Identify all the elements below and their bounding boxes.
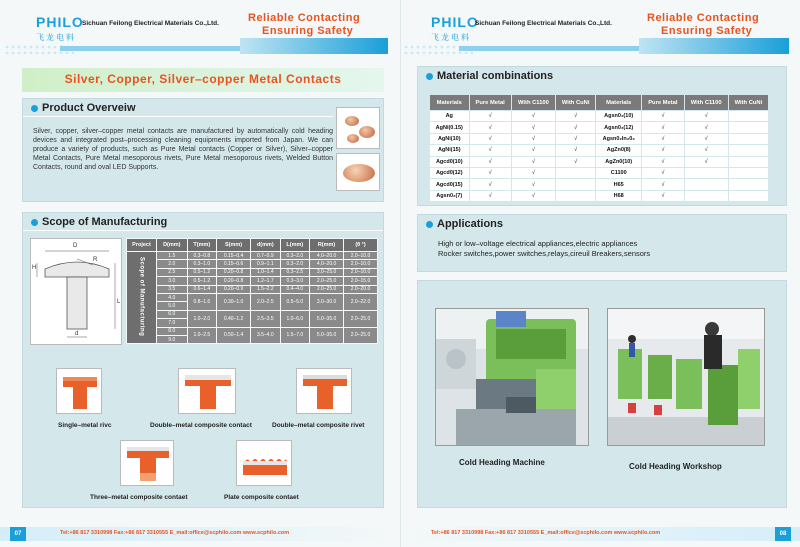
cold-heading-workshop-photo <box>607 308 765 446</box>
tagline-ensuring: Ensuring Safety <box>661 25 753 37</box>
spec-table-header-row <box>127 239 378 252</box>
logo-chinese: 飞龙电料 <box>431 33 471 42</box>
material-check-cell: √ <box>469 190 511 201</box>
scope-spec-table <box>126 238 378 344</box>
mat-header-cell: Pure Metal <box>642 95 684 111</box>
materials-table-row <box>430 133 769 144</box>
header-bar-thin <box>459 46 639 51</box>
spec-cell: 0.7–0.9 <box>251 252 281 260</box>
materials-table-row <box>430 122 769 133</box>
material-name-cell: H65 <box>596 179 642 190</box>
tagline-reliable: Reliable Contacting <box>647 12 760 24</box>
material-name-cell: H68 <box>596 190 642 201</box>
rivet-icon <box>345 116 359 126</box>
mat-header-cell: Pure Metal <box>469 95 511 111</box>
material-check-cell <box>728 111 768 122</box>
spec-header-cell: T(mm) <box>187 239 217 252</box>
spec-cell: 1.5–2.2 <box>251 285 281 293</box>
spec-cell: 0.9–1.1 <box>251 260 281 268</box>
applications-line-1: High or low–voltage electrical appliances,electric appliances <box>438 239 638 248</box>
spec-cell: 4.0–20.0 <box>310 260 344 268</box>
material-check-cell: √ <box>469 111 511 122</box>
heading-divider <box>23 116 333 117</box>
material-name-cell: C1100 <box>596 167 642 178</box>
philo-logo: PHILO <box>36 14 84 30</box>
heading-divider <box>23 230 383 231</box>
spec-cell: 0.8–1.6 <box>187 293 217 310</box>
material-check-cell: √ <box>511 190 555 201</box>
material-check-cell <box>556 167 596 178</box>
spec-header-cell: S(mm) <box>217 239 251 252</box>
material-name-cell: Agcd0(10) <box>430 156 470 167</box>
spec-cell: 0.5–1.2 <box>187 268 217 276</box>
rivet-drawing-svg <box>31 239 123 346</box>
spec-cell: 3.0–25.0 <box>310 268 344 276</box>
right-page <box>400 0 800 547</box>
material-check-cell: √ <box>556 145 596 156</box>
material-check-cell: √ <box>684 133 728 144</box>
mat-header-cell: With CuNi <box>728 95 768 111</box>
page-number: 08 <box>775 527 791 541</box>
material-check-cell: √ <box>642 122 684 133</box>
spec-cell: 0.3–1.0 <box>187 260 217 268</box>
spec-header-cell: R(mm) <box>310 239 344 252</box>
materials-table-row <box>430 167 769 178</box>
rivet-technical-drawing <box>30 238 122 345</box>
spec-table-row <box>127 260 378 268</box>
material-check-cell <box>728 145 768 156</box>
spec-cell: 3.0–30.0 <box>310 293 344 310</box>
page-header <box>401 8 800 56</box>
spec-cell: 0.30–1.0 <box>217 293 251 310</box>
material-check-cell: √ <box>469 167 511 178</box>
material-check-cell <box>684 167 728 178</box>
type-caption-3: Double–metal composite rivet <box>272 422 365 429</box>
scope-vertical-label <box>127 252 157 344</box>
material-check-cell: √ <box>684 156 728 167</box>
type-caption-5: Plate composite contaet <box>224 494 299 501</box>
spec-cell: 2.0–22.0 <box>344 293 378 310</box>
spec-cell: 3.5–4.0 <box>251 327 281 344</box>
materials-table <box>429 94 769 202</box>
header-bar-thin <box>60 46 240 51</box>
material-name-cell: AgNi(15) <box>430 145 470 156</box>
materials-heading <box>426 70 553 82</box>
material-check-cell: √ <box>511 167 555 178</box>
spec-table-row <box>127 327 378 335</box>
rivet-photo-1 <box>336 107 380 149</box>
spec-cell: 2.0–10.0 <box>344 260 378 268</box>
type-caption-4: Three–metal composite contaet <box>90 494 188 501</box>
spec-cell: 0.3–0.8 <box>187 252 217 260</box>
section-title-band <box>22 68 384 92</box>
spec-cell-diameter: 2.0 <box>157 260 188 268</box>
material-check-cell: √ <box>642 167 684 178</box>
materials-table-row <box>430 111 769 122</box>
material-check-cell <box>556 179 596 190</box>
spec-cell: 0.3–2.0 <box>280 252 310 260</box>
overview-text: Silver, copper, silver–copper metal contacts are manufactured by automatically cold heading devices and integrated post–processing cleaning equipments imported from Japan. We can produce a variety of products, such as Pure Metal contacts (Copper or Silver), Silver–copper Metal Contacts, Pure Metal mesoporous rivets, Pure Metal mesoporous rivets, Welded Button Contacts, round and oval LED Supports. <box>33 128 333 171</box>
rivet-photo-2 <box>336 153 380 191</box>
spec-cell: 1.0–2.5 <box>187 327 217 344</box>
mat-header-cell: Materials <box>596 95 642 111</box>
material-check-cell: √ <box>511 122 555 133</box>
product-overview-panel <box>22 98 384 202</box>
spec-cell: 0.3–2.5 <box>280 268 310 276</box>
scope-vertical-label-text: Scope of Manufacturing <box>138 256 145 337</box>
materials-table-row <box>430 156 769 167</box>
dim-label-d-lower: d <box>75 331 79 337</box>
material-check-cell: √ <box>556 156 596 167</box>
logo-chinese: 飞龙电料 <box>36 33 76 42</box>
double-metal-rivet-icon <box>296 368 352 414</box>
applications-line-2: Rocker switches,power switches,relays,cireuil Breakers,sensors <box>438 249 651 258</box>
page-footer <box>401 527 800 541</box>
spec-cell: 5.0–35.0 <box>310 327 344 344</box>
spec-cell-diameter: 9.0 <box>157 335 188 343</box>
company-name: Sichuan Feilong Electrical Materials Co.,Ltd. <box>82 20 219 27</box>
spec-cell: 0.20–0.8 <box>217 268 251 276</box>
material-check-cell <box>728 122 768 133</box>
spec-table-row <box>127 293 378 301</box>
spec-cell-diameter: 6.0 <box>157 310 188 318</box>
materials-heading-text: Material combinations <box>437 70 554 82</box>
spec-cell: 2.0–25.0 <box>344 327 378 344</box>
spec-cell: 0.50–1.4 <box>217 327 251 344</box>
spec-cell-diameter: 4.0 <box>157 293 188 301</box>
spec-cell-diameter: 3.5 <box>157 285 188 293</box>
dim-label-r: R <box>93 257 98 263</box>
spec-cell: 0.6–1.4 <box>187 285 217 293</box>
photo-caption-workshop: Cold Heading Workshop <box>629 462 722 471</box>
spec-table-row <box>127 310 378 318</box>
material-check-cell: √ <box>469 179 511 190</box>
material-name-cell: AgZn0(10) <box>596 156 642 167</box>
tagline-reliable: Reliable Contacting <box>248 12 361 24</box>
spec-cell: 2.5–3.5 <box>251 310 281 327</box>
spec-cell: 2.0–25.0 <box>310 285 344 293</box>
applications-heading <box>426 218 503 230</box>
spec-cell-diameter: 2.5 <box>157 268 188 276</box>
spec-cell: 0.20–0.9 <box>217 285 251 293</box>
scope-heading-text: Scope of Manufacturing <box>42 216 168 228</box>
bullet-icon <box>31 219 38 226</box>
mat-header-cell: Materials <box>430 95 470 111</box>
spec-cell: 2.0–10.0 <box>344 268 378 276</box>
spec-cell: 0.20–0.8 <box>217 277 251 285</box>
material-name-cell: Agsn0₂(10) <box>596 111 642 122</box>
applications-text <box>438 239 650 259</box>
spec-header-cell: D(mm) <box>157 239 188 252</box>
material-check-cell <box>728 179 768 190</box>
spec-cell: 0.15–0.6 <box>217 260 251 268</box>
page-title: Silver, Copper, Silver–copper Metal Contacts <box>64 72 342 86</box>
material-name-cell: Agsn0₂In₂0₃ <box>596 133 642 144</box>
company-name: Sichuan Feilong Electrical Materials Co.,Ltd. <box>475 20 612 27</box>
material-check-cell: √ <box>684 111 728 122</box>
spec-header-cell: d(mm) <box>251 239 281 252</box>
spec-cell-diameter: 1.5 <box>157 252 188 260</box>
bullet-icon <box>426 73 433 80</box>
header-bar <box>240 38 388 54</box>
material-check-cell: √ <box>642 111 684 122</box>
machine-illustration <box>436 309 589 446</box>
material-check-cell: √ <box>556 122 596 133</box>
workshop-illustration <box>608 309 765 446</box>
spec-table-row <box>127 277 378 285</box>
material-name-cell: Agcd0(15) <box>430 179 470 190</box>
material-name-cell: Agcd0(12) <box>430 167 470 178</box>
applications-heading-text: Applications <box>437 218 504 230</box>
material-check-cell: √ <box>469 156 511 167</box>
material-name-cell: Agsn0₂(7) <box>430 190 470 201</box>
dim-label-h: H <box>32 265 37 271</box>
spec-cell: 0.5–1.2 <box>187 277 217 285</box>
spec-cell-diameter: 5.0 <box>157 302 188 310</box>
single-metal-rivet-icon <box>56 368 102 414</box>
spec-table-row <box>127 268 378 276</box>
spec-cell: 2.0–20.0 <box>344 285 378 293</box>
page-footer <box>0 527 400 541</box>
spec-cell-diameter: 3.0 <box>157 277 188 285</box>
cold-heading-machine-photo <box>435 308 589 446</box>
spec-cell: 4.0–20.0 <box>310 252 344 260</box>
overview-heading <box>31 102 136 114</box>
material-check-cell <box>728 133 768 144</box>
rivet-icon <box>359 126 375 138</box>
spec-cell: 1.0–6.0 <box>280 310 310 327</box>
applications-panel <box>417 214 787 272</box>
material-check-cell: √ <box>511 179 555 190</box>
materials-table-row <box>430 190 769 201</box>
photo-caption-machine: Cold Heading Machine <box>459 458 545 467</box>
philo-logo: PHILO <box>431 14 479 30</box>
spec-cell: 0.4–4.0 <box>280 285 310 293</box>
spec-cell: 0.5–5.0 <box>280 293 310 310</box>
materials-table-row <box>430 179 769 190</box>
spec-cell: 2.0–2.5 <box>251 293 281 310</box>
material-check-cell <box>728 156 768 167</box>
double-metal-contact-icon <box>178 368 236 414</box>
spec-cell: 0.15–0.4 <box>217 252 251 260</box>
material-check-cell: √ <box>511 156 555 167</box>
material-name-cell: AgZn0(8) <box>596 145 642 156</box>
spec-cell: 1.0–2.0 <box>187 310 217 327</box>
type-caption-1: Single–metal rivc <box>58 422 112 429</box>
spec-cell: 2.0–25.0 <box>344 310 378 327</box>
tagline-ensuring: Ensuring Safety <box>262 25 354 37</box>
material-check-cell: √ <box>556 111 596 122</box>
spec-cell: 0.3–3.0 <box>280 277 310 285</box>
material-check-cell <box>728 190 768 201</box>
material-check-cell <box>684 179 728 190</box>
spec-header-cell: L(mm) <box>280 239 310 252</box>
materials-table-row <box>430 145 769 156</box>
spec-table-row <box>127 252 378 260</box>
spec-cell: 1.5–7.0 <box>280 327 310 344</box>
spec-cell: 1.0–1.4 <box>251 268 281 276</box>
material-check-cell: √ <box>469 122 511 133</box>
three-metal-contact-icon <box>120 440 174 486</box>
material-check-cell: √ <box>642 190 684 201</box>
spec-table-row <box>127 285 378 293</box>
material-check-cell: √ <box>642 133 684 144</box>
dim-label-d-upper: D <box>73 243 78 249</box>
material-check-cell: √ <box>684 122 728 133</box>
plate-composite-contact-icon <box>236 440 292 486</box>
material-name-cell: AgNi(0.15) <box>430 122 470 133</box>
type-caption-2: Double–metal composite contact <box>150 422 252 429</box>
footer-contact: Tel:+86 817 3310998 Fax:+86 817 3310555 E_mail:office@scphilo.com www.scphilo.com <box>431 530 661 536</box>
material-check-cell: √ <box>511 133 555 144</box>
scope-heading <box>31 216 167 228</box>
mat-header-cell: With CuNi <box>556 95 596 111</box>
spec-cell: 0.3–2.0 <box>280 260 310 268</box>
footer-contact: Tel:+86 817 3310998 Fax:+86 817 3310555 E_mail:office@scphilo.com www.scphilo.com <box>60 530 290 536</box>
material-check-cell <box>728 167 768 178</box>
material-name-cell: AgNi(10) <box>430 133 470 144</box>
overview-heading-text: Product Overveiw <box>42 102 136 114</box>
bullet-icon <box>31 105 38 112</box>
material-name-cell: Ag <box>430 111 470 122</box>
header-bar <box>639 38 789 54</box>
spec-cell: 0.40–1.2 <box>217 310 251 327</box>
mat-header-cell: With C1100 <box>684 95 728 111</box>
spec-cell: 1.2–1.7 <box>251 277 281 285</box>
material-check-cell: √ <box>469 133 511 144</box>
spec-header-cell: (θ °) <box>344 239 378 252</box>
material-check-cell: √ <box>642 179 684 190</box>
page-number: 07 <box>10 527 26 541</box>
material-check-cell: √ <box>642 156 684 167</box>
page-header <box>0 8 400 56</box>
spec-cell: 2.0–10.0 <box>344 252 378 260</box>
spec-cell: 2.0–25.0 <box>310 277 344 285</box>
material-check-cell: √ <box>684 145 728 156</box>
material-check-cell <box>556 190 596 201</box>
spec-cell: 2.0–15.0 <box>344 277 378 285</box>
contact-icon <box>343 164 375 182</box>
dim-label-l: L <box>117 299 121 305</box>
spec-cell: 5.0–35.0 <box>310 310 344 327</box>
material-check-cell <box>684 190 728 201</box>
material-check-cell: √ <box>642 145 684 156</box>
spec-header-project: Project <box>127 239 157 252</box>
material-check-cell: √ <box>556 133 596 144</box>
materials-header-row <box>430 95 769 111</box>
bullet-icon <box>426 221 433 228</box>
material-check-cell: √ <box>511 111 555 122</box>
mat-header-cell: With C1100 <box>511 95 555 111</box>
material-check-cell: √ <box>469 145 511 156</box>
spec-cell-diameter: 8.0 <box>157 327 188 335</box>
spec-cell-diameter: 7.0 <box>157 319 188 327</box>
rivet-icon <box>347 134 359 143</box>
material-name-cell: Agsn0₂(12) <box>596 122 642 133</box>
material-check-cell: √ <box>511 145 555 156</box>
